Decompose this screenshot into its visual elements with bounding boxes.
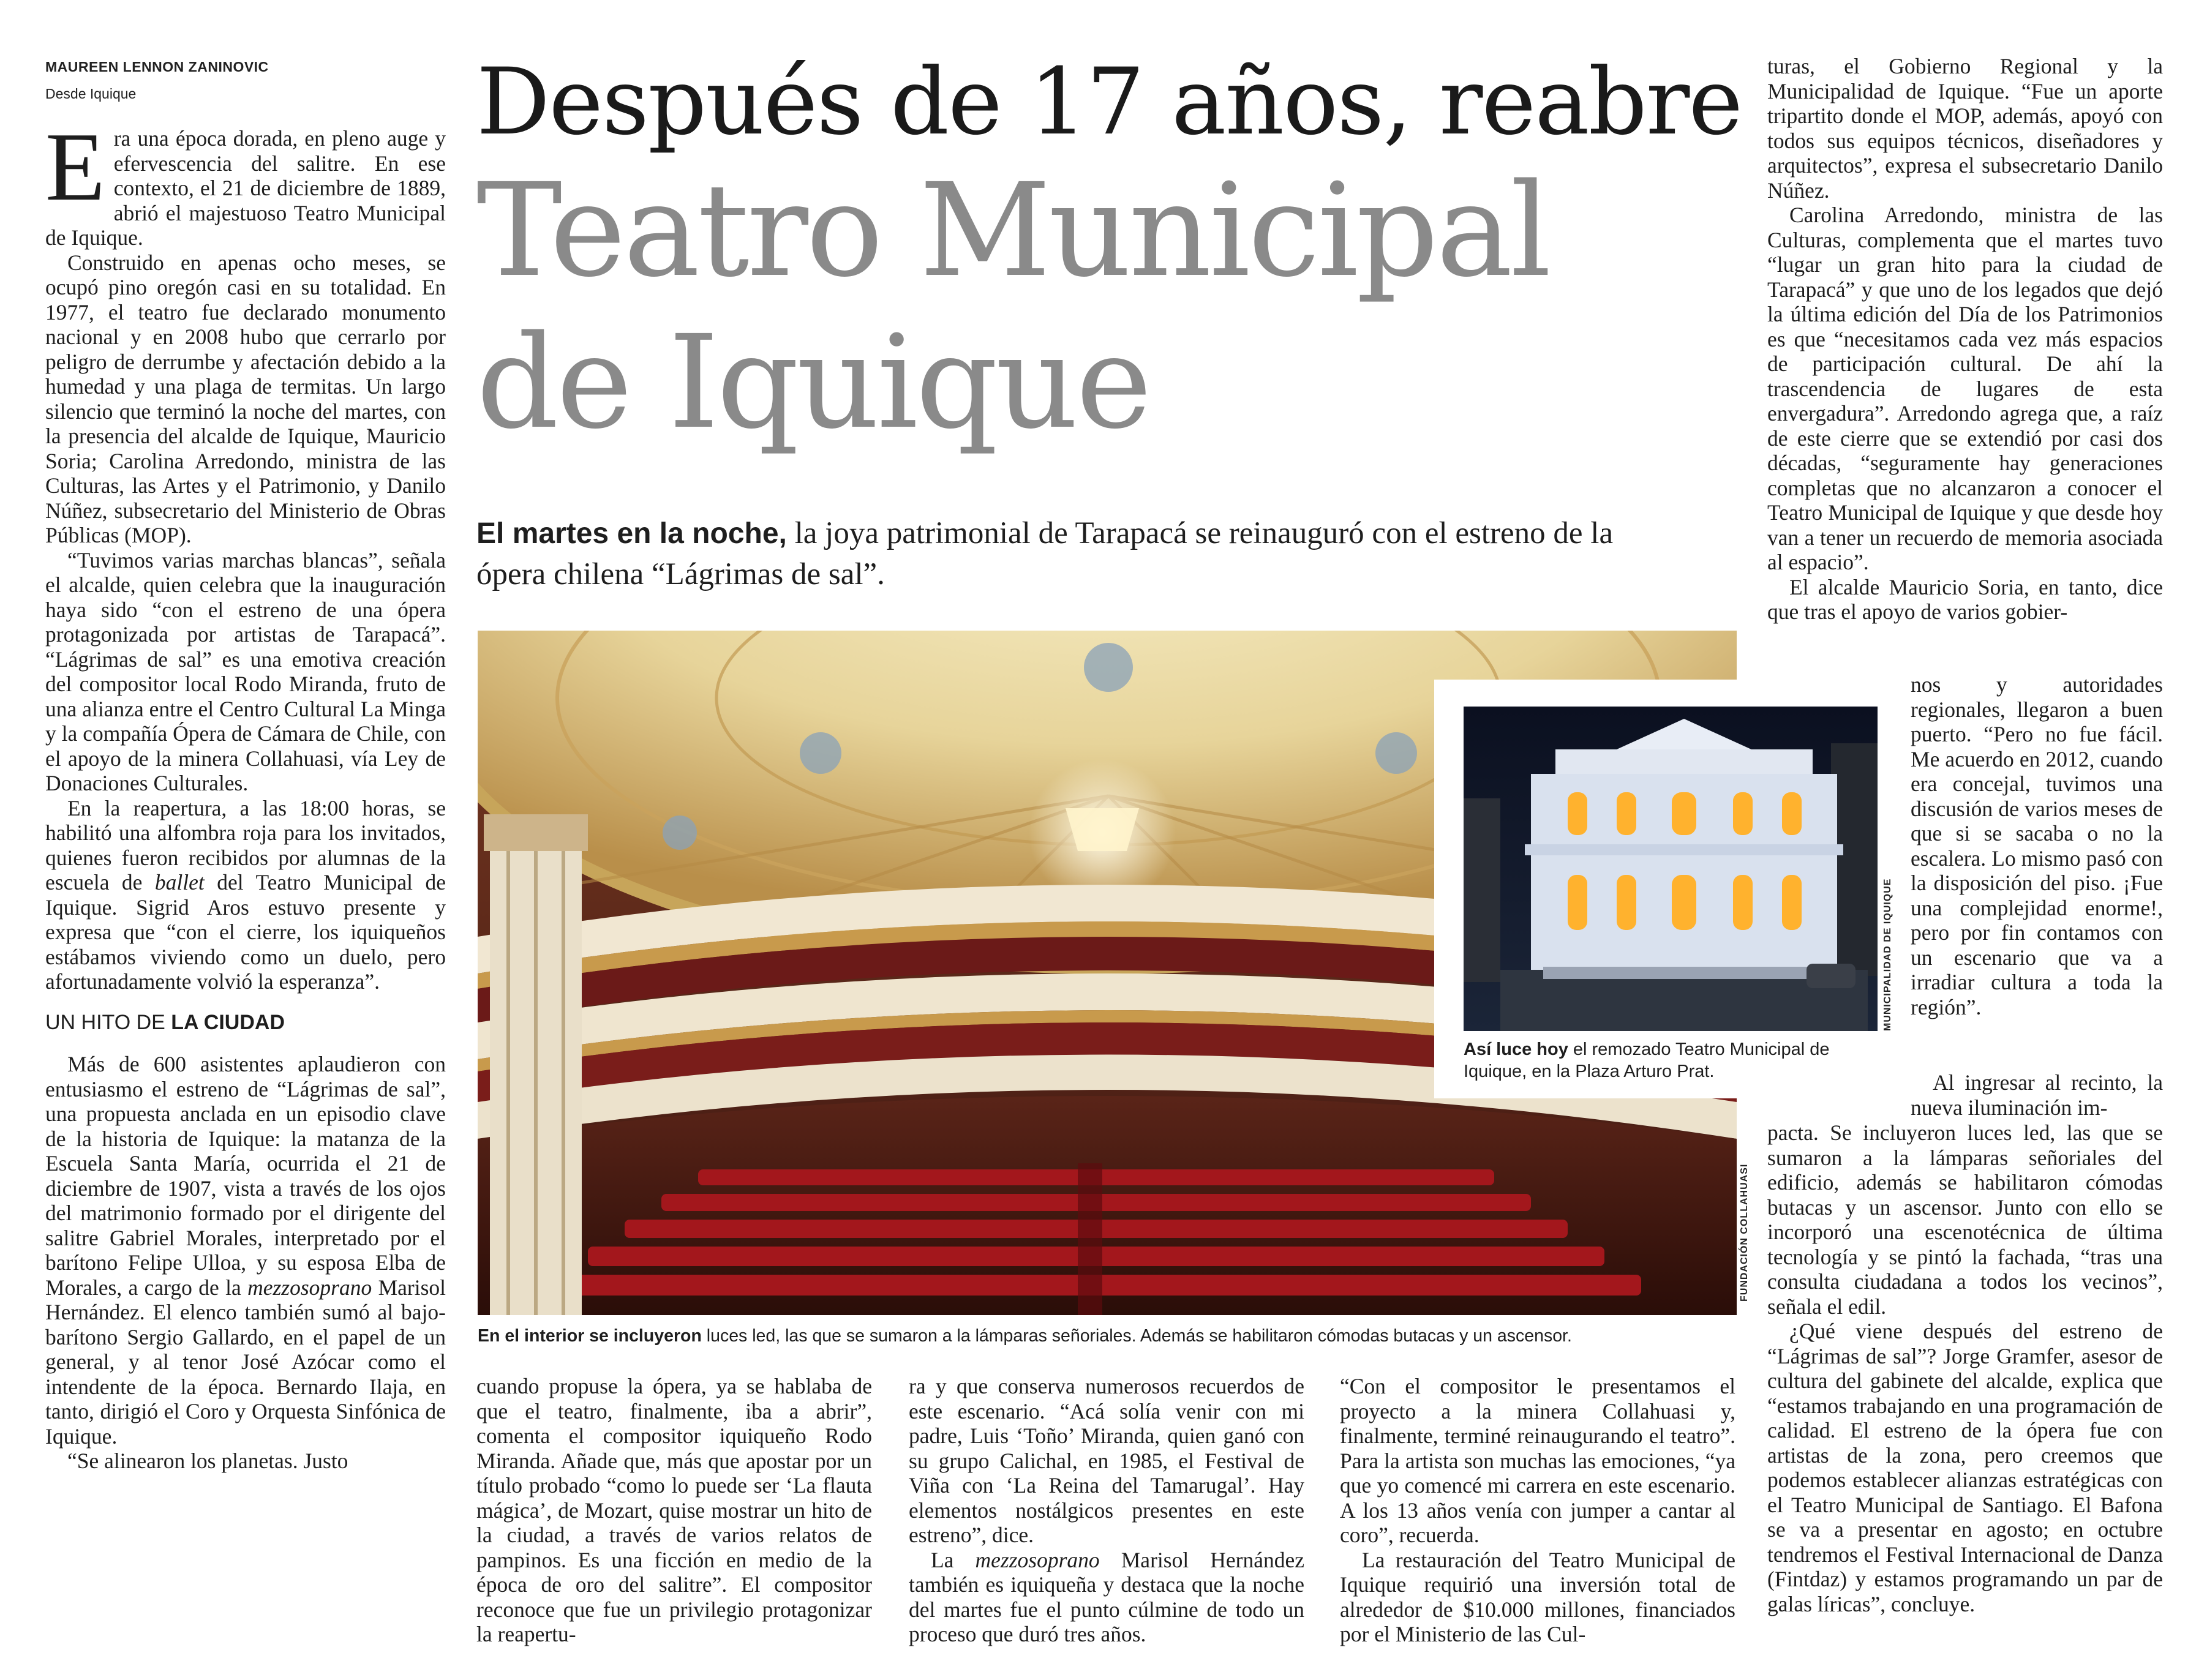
paragraph: Era una época dorada, en pleno auge y efervescencia del salitre. En ese contexto, el 21 de diciembre de 1889, abrió el majestuoso Teatro Municipal de Iquique. bbox=[45, 112, 446, 250]
main-photo-credit: FUNDACIÓN COLLAHUASI bbox=[1739, 1163, 1750, 1302]
paragraph: pacta. Se incluyeron luces led, las que se sumaron a la lámparas señoriales del edificio, además se habilitaron cómodas butacas y un ascensor. Junto con ello se incorporó una escenotécnica de última tecnología y se pintó la fachada, “tras una consulta ciudadana a todos los vecinos”, señala el edil. bbox=[1767, 1120, 2163, 1319]
author-name: MAUREEN LENNON ZANINOVIC bbox=[45, 59, 269, 75]
byline bbox=[45, 59, 269, 75]
main-photo-caption: En el interior se incluyeron luces led, las que se sumaron a la lámparas señoriales. Además se habilitaron cómodas butacas y un ascensor. bbox=[478, 1326, 1572, 1346]
column-5-top bbox=[1767, 54, 2163, 624]
paragraph: ra y que conserva numerosos recuerdos de este escenario. “Acá solía venir con mi padre, Luis ‘Toño’ Miranda, quien ganó con su grupo Calichal, en 1985, el Festival de Viña con ‘La Reina del Tamarugal’. Hay elementos nostálgicos presentes en este estreno”, dice. bbox=[909, 1374, 1304, 1547]
paragraph: “Tuvimos varias marchas blancas”, señala el alcalde, quien celebra que la inauguración haya sido “con el estreno de una ópera protagonizada por artistas de Tarapacá”. “Lágrimas de sal” es una emotiva creación del compositor local Rodo Miranda, fruto de una alianza entre el Centro Cultural La Minga y la compañía Ópera de Cámara de Chile, con el apoyo de la minera Collahuasi, vía Ley de Donaciones Culturales. bbox=[45, 547, 446, 795]
paragraph: cuando propuse la ópera, ya se hablaba de que el teatro, finalmente, iba a abrir”, comenta el compositor iquiqueño Rodo Miranda. Añade que, más que apostar por un título probado “como lo puede ser ‘La flauta mágica’, de Mozart, quise mostrar un hito de la ciudad, a través de varios relatos de pampinos. Es una ficción en medio de la época de oro del salitre”. El compositor reconoce que fue un privilegio protagonizar la reapertu- bbox=[476, 1374, 872, 1646]
column-1 bbox=[45, 112, 446, 1474]
inset-photo-caption: Así luce hoy el remozado Teatro Municipal de Iquique, en la Plaza Arturo Prat. bbox=[1464, 1040, 1830, 1081]
paragraph: Construido en apenas ocho meses, se ocupó pino oregón casi en su totalidad. En 1977, el teatro fue declarado monumento nacional y en 2008 hubo que cerrarlo por peligro de derrumbe y afectación debido a la humedad y una plaga de termitas. Un largo silencio que terminó la noche del martes, con la presencia del alcalde de Iquique, Mauricio Soria; Carolina Arredondo, ministra de las Culturas, las Artes y el Patrimonio, y Danilo Núñez, subsecretario del Ministerio de Obras Públicas (MOP). bbox=[45, 250, 446, 547]
paragraph: ¿Qué viene después del estreno de “Lágrimas de sal”? Jorge Gramfer, asesor de cultura del gabinete del alcalde, explica que “estamos trabajando en una programación de calidad. El estreno de la ópera fue con artistas de la zona, pero creemos que podemos establecer alianzas estratégicas con el Teatro Municipal de Santiago. El Bafona se va a presentar en agosto; en octubre tendremos el Festival Internacional de Danza (Fintdaz) y estamos programando un par de galas líricas”, concluye. bbox=[1767, 1319, 2163, 1616]
theater-facade-photo bbox=[1464, 707, 1878, 1031]
paragraph: “Se alinearon los planetas. Justo bbox=[67, 1449, 348, 1473]
section-subhead: UN HITO DE LA CIUDAD bbox=[45, 1010, 285, 1034]
headline-line-3: de Iquique bbox=[476, 307, 1150, 457]
deck-text: la joya patrimonial de Tarapacá se reinauguró con el estreno de la ópera chilena “Lágrimas de sal”. bbox=[476, 516, 1614, 591]
drop-cap: E bbox=[45, 112, 105, 221]
paragraph: nos y autoridades regionales, llegaron a buen puerto. “Pero no fue fácil. Me acuerdo en 2012, cuando era concejal, tuvimos una discusión de varios meses de que si se sacaba o no la escalera. Lo mismo pasó con la disposición del piso. ¡Fue una complejidad enorme!, pero por fin contamos con un escenario que va a irradiar cultura a toda la región”. bbox=[1911, 672, 2163, 1019]
headline-line-1: Después de 17 años, reabre bbox=[476, 49, 1742, 156]
dateline bbox=[45, 86, 136, 102]
column-3 bbox=[909, 1374, 1304, 1647]
column-4 bbox=[1340, 1374, 1735, 1647]
deck-lead: El martes en la noche, bbox=[476, 517, 787, 550]
paragraph: “Con el compositor le presentamos el proyecto a la minera Collahuasi y, finalmente, terminé reinaugurando el teatro”. Para la artista son muchas las emociones, “ya que yo comencé mi carrera en este escenario. A los 13 años venía con jumper a cantar al coro”, recuerda. bbox=[1340, 1374, 1735, 1547]
inset-photo bbox=[1464, 707, 1878, 1031]
deck bbox=[476, 513, 1677, 594]
paragraph: La mezzosoprano Marisol Hernández también es iquiqueña y destaca que la noche del martes fue el punto cúlmine de todo un proceso que duró tres años. bbox=[909, 1547, 1304, 1646]
column-5-wrap-2 bbox=[1911, 1070, 2163, 1120]
paragraph: Más de 600 asistentes aplaudieron con entusiasmo el estreno de “Lágrimas de sal”, una propuesta anclada en un episodio clave de la historia de Iquique: la matanza de la Escuela Santa María, ocurrida el 21 de diciembre de 1907, vista a través de los ojos del matrimonio formado por el dirigente del salitre Gabriel Morales, interpretado por el barítono Felipe Ulloa, y su esposa Elba de Morales, a cargo de la mezzosoprano Marisol Hernández. El elenco también sumó al bajo-barítono Sergio Gallardo, en el papel de un general, y al tenor José Azócar como el intendente de la época. Bernardo Ilaja, en tanto, dirigió el Coro y Orquesta Sinfónica de Iquique. bbox=[45, 1052, 446, 1449]
paragraph: En la reapertura, a las 18:00 horas, se habilitó una alfombra roja para los invitados, quienes fueron recibidos por alumnas de la escuela de ballet del Teatro Municipal de Iquique. Sigrid Aros estuvo presente y expresa que “con el cierre, los iquiqueños estábamos viviendo como un duelo, pero afortunadamente volvió la esperanza”. bbox=[45, 795, 446, 994]
paragraph: La restauración del Teatro Municipal de Iquique requirió una inversión total de alrededor de $10.000 millones, financiados por el Ministerio de las Cul- bbox=[1340, 1547, 1735, 1646]
inset-photo-credit: MUNICIPALIDAD DE IQUIQUE bbox=[1882, 878, 1893, 1031]
paragraph: turas, el Gobierno Regional y la Municipalidad de Iquique. “Fue un aporte tripartito donde el MOP, además, apoyó con todos sus equipos técnicos, diseñadores y arquitectos”, expresa el subsecretario Danilo Núñez. bbox=[1767, 54, 2163, 203]
dateline-text: Desde Iquique bbox=[45, 86, 137, 102]
paragraph: Carolina Arredondo, ministra de las Culturas, complementa que el martes tuvo “lugar un gran hito para la ciudad de Tarapacá” y que uno de los legados que dejó la última edición del Día de los Patrimonios es que “necesitamos cada vez más espacios de participación cultural. De ahí la trascendencia de lugares de esta envergadura”. Arredondo agrega que, a raíz de este cierre que se extendió por casi dos décadas, “seguramente hay generaciones completas que no alcanzaron a conocer el Teatro Municipal de Iquique y que desde hoy van a tener un recuerdo de memoria asociada al espacio”. bbox=[1767, 203, 2163, 574]
column-2 bbox=[476, 1374, 872, 1647]
paragraph: El alcalde Mauricio Soria, en tanto, dice que tras el apoyo de varios gobier- bbox=[1767, 574, 2163, 624]
paragraph: Al ingresar al recinto, la nueva iluminación im- bbox=[1911, 1070, 2163, 1120]
column-5-bottom bbox=[1767, 1120, 2163, 1616]
headline-line-2: Teatro Municipal bbox=[476, 156, 1549, 306]
column-5-wrap-1 bbox=[1911, 672, 2163, 1019]
